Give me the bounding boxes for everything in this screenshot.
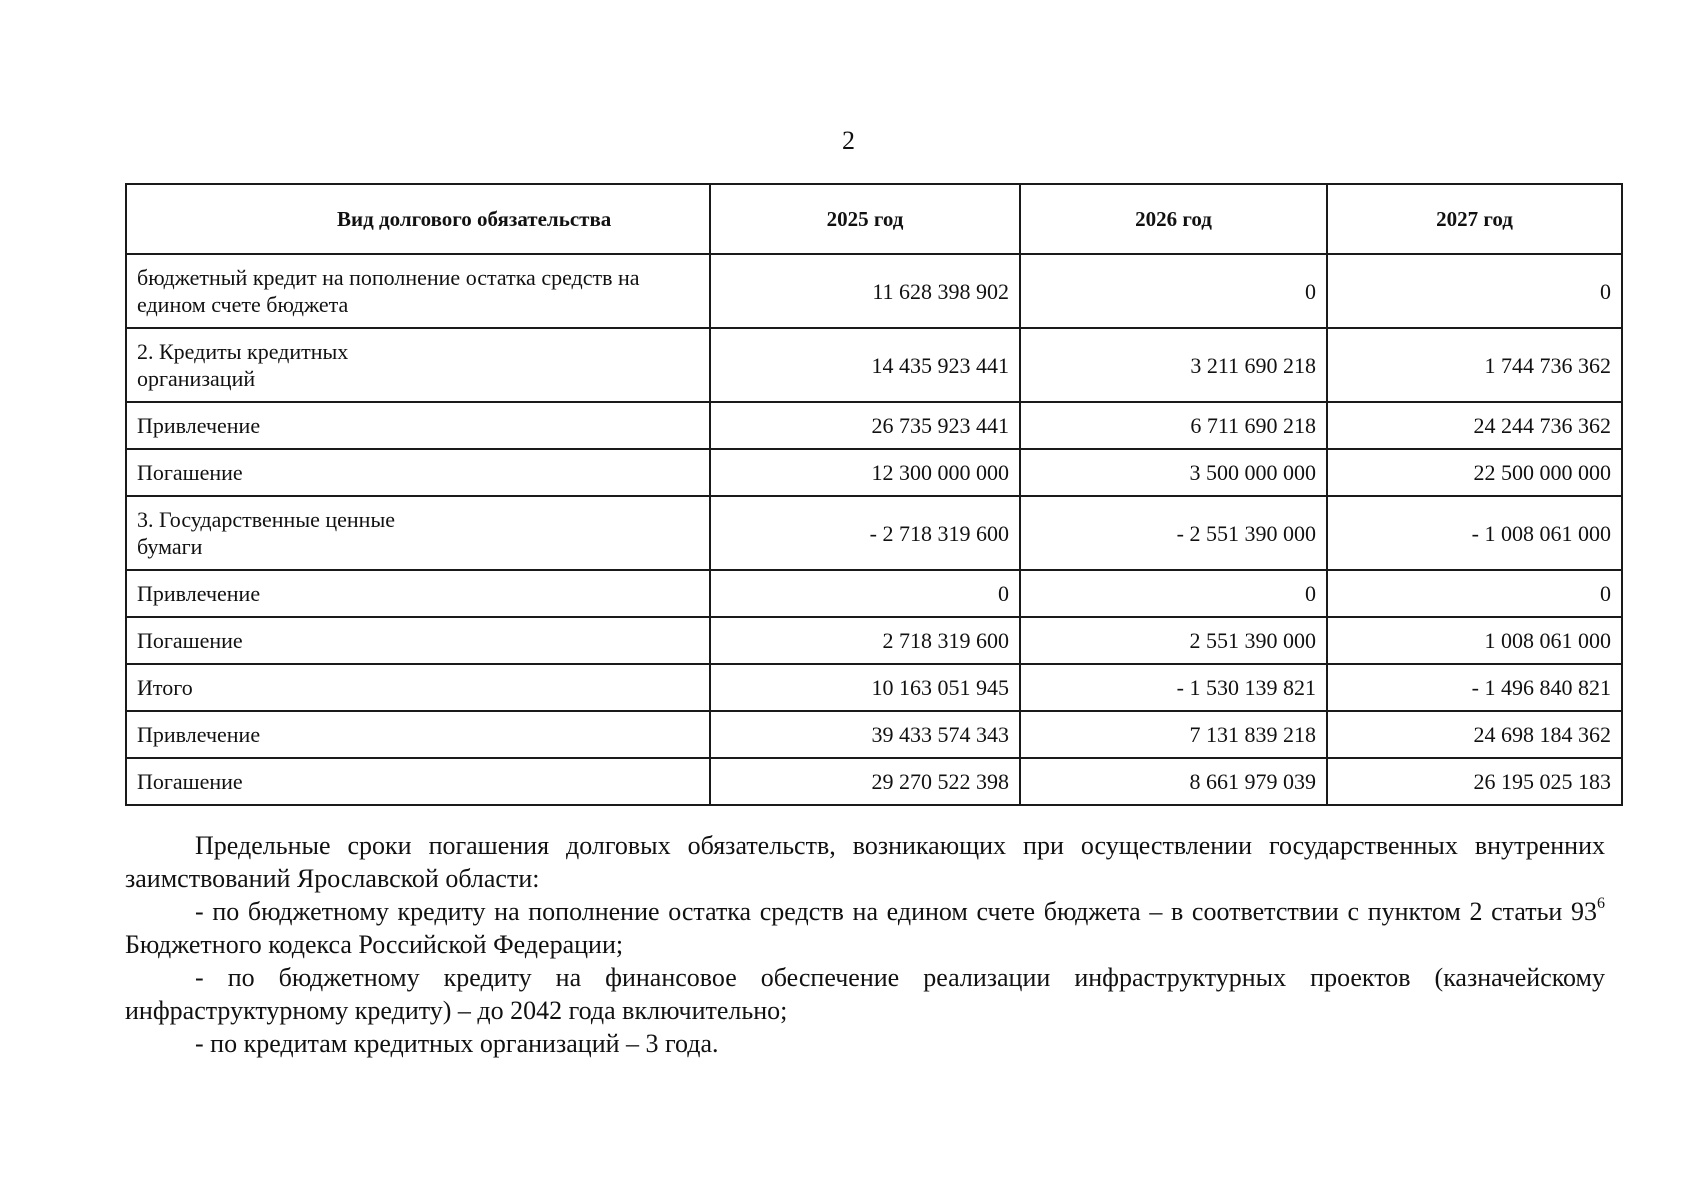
table-row [126,758,1622,805]
header-2027: 2027 год [1327,184,1622,254]
table-header-row [126,184,1622,254]
row-label: Привлечение [126,711,710,758]
value-2026: 6 711 690 218 [1020,402,1327,449]
header-2026: 2026 год [1020,184,1327,254]
term-item-budget-credit-text: - по бюджетному кредиту на пополнение остатка средств на едином счете бюджета – в соответствии с пунктом 2 статьи 93 [195,897,1597,926]
term-item-infrastructure-credit: - по бюджетному кредиту на финансовое обеспечение реализации инфраструктурных проектов (казначейскому инфраструктурному кредиту) – до 2042 года включительно; [125,963,1605,1025]
value-2027: 0 [1327,570,1622,617]
row-label: Привлечение [126,402,710,449]
value-2025: 39 433 574 343 [710,711,1020,758]
header-2025: 2025 год [710,184,1020,254]
table-row [126,570,1622,617]
row-label: Погашение [126,617,710,664]
value-2025: 26 735 923 441 [710,402,1020,449]
value-2026: 3 500 000 000 [1020,449,1327,496]
value-2025: 0 [710,570,1020,617]
value-2027: - 1 496 840 821 [1327,664,1622,711]
value-2026: 0 [1020,570,1327,617]
row-label: Итого [126,664,710,711]
value-2027: 1 008 061 000 [1327,617,1622,664]
value-2026: - 1 530 139 821 [1020,664,1327,711]
value-2025: 29 270 522 398 [710,758,1020,805]
value-2027: 1 744 736 362 [1327,328,1622,402]
value-2027: 24 244 736 362 [1327,402,1622,449]
page-number: 2 [842,126,855,155]
term-item-budget-credit-tail: Бюджетного кодекса Российской Федерации; [125,930,624,959]
value-2025: 12 300 000 000 [710,449,1020,496]
table-row [126,328,1622,402]
value-2025: 11 628 398 902 [710,254,1020,328]
row-label: бюджетный кредит на пополнение остатка средств на едином счете бюджета [126,254,710,328]
table-row [126,402,1622,449]
value-2026: 7 131 839 218 [1020,711,1327,758]
value-2025: - 2 718 319 600 [710,496,1020,570]
value-2026: 8 661 979 039 [1020,758,1327,805]
value-2027: 24 698 184 362 [1327,711,1622,758]
value-2027: 22 500 000 000 [1327,449,1622,496]
term-item-bank-credit: - по кредитам кредитных организаций – 3 года. [195,1029,719,1058]
table-row [126,496,1622,570]
row-label: Погашение [126,449,710,496]
value-2027: 26 195 025 183 [1327,758,1622,805]
value-2026: 3 211 690 218 [1020,328,1327,402]
value-2027: - 1 008 061 000 [1327,496,1622,570]
row-label: Привлечение [126,570,710,617]
intro-paragraph: Предельные сроки погашения долговых обязательств, возникающих при осуществлении государственных внутренних заимствований Ярославской области: [125,831,1605,893]
term-item-budget-credit [125,895,1605,961]
value-2026: - 2 551 390 000 [1020,496,1327,570]
debt-table [125,183,1623,806]
value-2026: 0 [1020,254,1327,328]
table-row [126,617,1622,664]
value-2026: 2 551 390 000 [1020,617,1327,664]
row-label: Погашение [126,758,710,805]
table-row [126,664,1622,711]
row-label: 2. Кредиты кредитных организаций [126,328,710,402]
value-2025: 10 163 051 945 [710,664,1020,711]
repayment-terms-text [125,829,1605,1060]
value-2027: 0 [1327,254,1622,328]
row-label: 3. Государственные ценные бумаги [126,496,710,570]
table-row [126,254,1622,328]
value-2025: 14 435 923 441 [710,328,1020,402]
value-2025: 2 718 319 600 [710,617,1020,664]
header-debt-type: Вид долгового обязательства [126,184,710,254]
table-row [126,711,1622,758]
table-row [126,449,1622,496]
article-superscript: 6 [1597,895,1605,912]
